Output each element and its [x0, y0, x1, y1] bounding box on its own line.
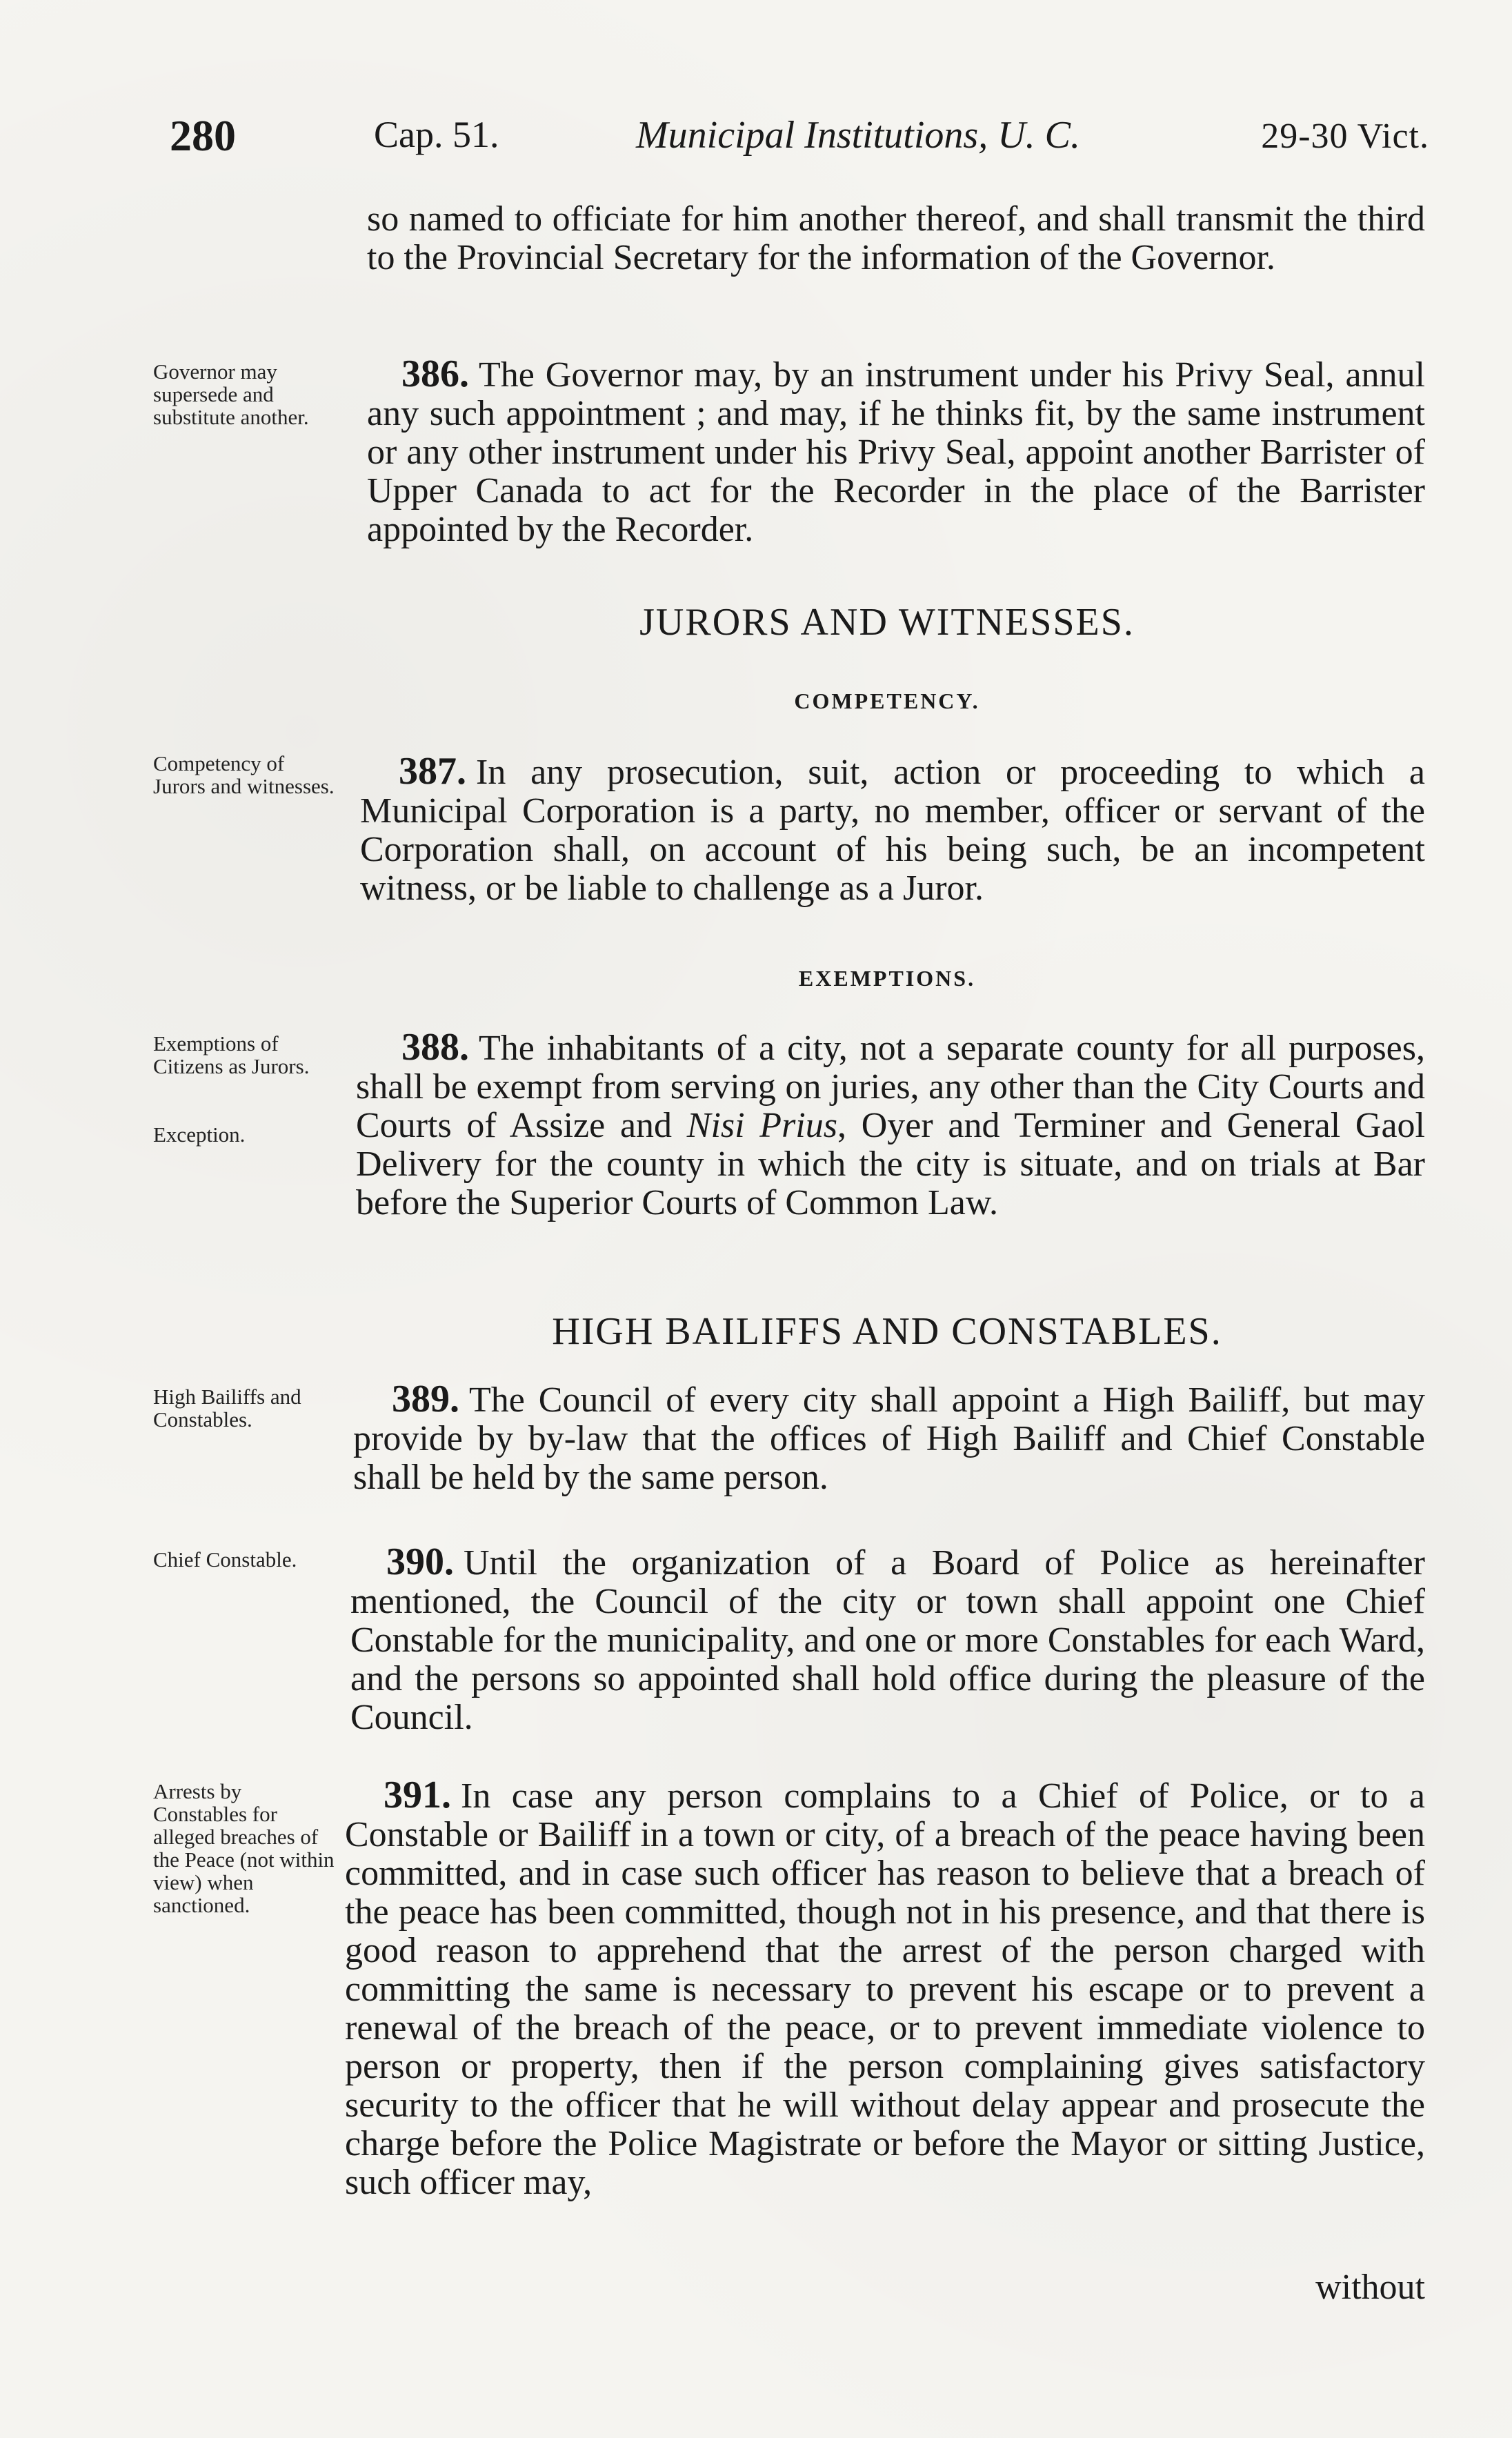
section-number: 390.	[386, 1540, 454, 1583]
heading-high-bailiffs: HIGH BAILIFFS AND CONSTABLES.	[552, 1310, 1222, 1353]
section-number: 386.	[401, 353, 469, 395]
running-title: Municipal Institutions, U. C.	[636, 114, 1080, 157]
heading-exemptions: EXEMPTIONS.	[798, 966, 976, 991]
section-text: In any prosecution, suit, action or proceeding to which a Municipal Corporation is a party, no member, officer or servant of the Corporation shall, on account of his being such, be an incompetent witness, or be liable to challenge as a Juror.	[360, 753, 1425, 908]
section-number: 389.	[392, 1378, 459, 1420]
heading-jurors-witnesses: JURORS AND WITNESSES.	[639, 601, 1135, 644]
section-text-italic: Nisi Prius	[686, 1106, 837, 1145]
section-number: 391.	[384, 1774, 451, 1816]
margin-note-388: Exemptions of Citizens as Jurors.	[153, 1031, 310, 1078]
page-header	[170, 110, 1429, 172]
margin-note-391: Arrests by Constables for alleged breaches of the Peace (not within view) when sanctioned.	[153, 1779, 335, 1917]
section-text: The Governor may, by an instrument under his Privy Seal, annul any such appointment ; and may, if he thinks fit, by the same instrument or any other instrument under his Privy Seal, appoint another Barrister of Upper Canada to act for the Recorder in the place of the Barrister appointed by the Recorder.	[367, 355, 1425, 549]
section-number: 387.	[399, 750, 466, 793]
section-text: In case any person complains to a Chief of Police, or to a Constable or Bailiff in a town or city, of a breach of the peace having been committed, and in case such officer has reason to believe that a breach of the peace has been committed, though not in his presence, and that there is good reason to apprehend that the arrest of the person charged with committing the same is necessary to prevent his escape or to prevent a renewal of the breach of the peace, or to prevent immediate violence to person or property, then if the person complaining gives satisfactory security to the officer that he will without delay appear and prosecute the charge before the Police Magistrate or before the Mayor or sitting Justice, such officer may,	[345, 1776, 1425, 2202]
margin-note-389: High Bailiffs and Constables.	[153, 1385, 301, 1431]
margin-note-390: Chief Constable.	[153, 1547, 297, 1572]
margin-note-386: Governor may supersede and substitute another.	[153, 359, 309, 429]
section-text: Until the organization of a Board of Police as hereinafter mentioned, the Council of the city or town shall appoint one Chief Constable for the municipality, and one or more Constables for each Ward, and the persons so appointed shall hold office during the pleasure of the Council.	[350, 1543, 1425, 1737]
section-390	[350, 1540, 1425, 1737]
margin-note-387: Competency of Jurors and witnesses.	[153, 751, 335, 798]
heading-competency: COMPETENCY.	[794, 688, 980, 713]
section-386	[367, 355, 1425, 549]
section-text: The inhabitants of a city, not a separate county for all purposes, shall be exempt from serving on juries, any other than the City Courts and Courts of Assize and	[356, 1029, 1425, 1145]
section-text-continued: , Oyer and Terminer and General Gaol Delivery for the county in which the city is situate, and on trials at Bar before the Superior Courts of Common Law.	[356, 1106, 1425, 1222]
section-391	[345, 1776, 1425, 2202]
section-388	[356, 1028, 1425, 1222]
regnal-years: 29-30 Vict.	[1261, 117, 1429, 156]
section-387	[360, 752, 1425, 908]
continuation-paragraph: so named to officiate for him another thereof, and shall transmit the third to the Provincial Secretary for the information of the Governor.	[367, 199, 1425, 277]
chapter-label: Cap. 51.	[374, 114, 499, 155]
section-number: 388.	[401, 1026, 469, 1069]
section-389	[353, 1380, 1425, 1497]
margin-note-388-exception: Exception.	[153, 1122, 246, 1147]
catchword: without	[1315, 2268, 1425, 2307]
section-text: The Council of every city shall appoint a High Bailiff, but may provide by by-law that the offices of High Bailiff and Chief Constable shall be held by the same person.	[353, 1380, 1425, 1497]
page-number: 280	[170, 111, 236, 160]
